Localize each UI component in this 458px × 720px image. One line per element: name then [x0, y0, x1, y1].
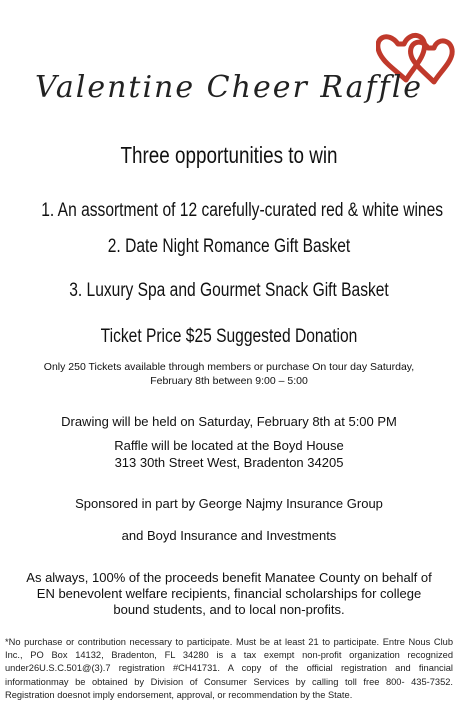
raffle-title: Valentine Cheer Raffle: [34, 70, 424, 105]
prize-2: 2. Date Night Romance Gift Basket: [107, 236, 351, 257]
prize-1: 1. An assortment of 12 carefully-curated red & white wines: [41, 200, 444, 221]
ticket-availability: Only 250 Tickets available through members or purchase On tour day Saturday, February 8th between 9:00 – 5:00: [43, 361, 415, 387]
drawing-info: Drawing will be held on Saturday, February 8th at 5:00 PM: [61, 414, 397, 429]
proceeds-statement: As always, 100% of the proceeds benefit Manatee County on behalf of EN benevolent welfare recipients, financial scholarships for college bound students, and to local non-profits.: [26, 570, 432, 617]
location-address: 313 30th Street West, Bradenton 34205: [114, 455, 344, 470]
legal-disclaimer: *No purchase or contribution necessary to participate. Must be at least 21 to participate. Entre Nous Club Inc., PO Box 14132, Bradenton, FL 34280 is a tax exempt non-profit organization recognized under26U.S.C.501@(3).7 registration #CH41731. A copy of the official registration and financial informationmay be obtained by Division of Consumer Services by calling toll free 800- 435-7352. Registration doesnot imply endorsement, approval, or recommendation by the State.: [5, 637, 453, 700]
location-venue: Raffle will be located at the Boyd House: [114, 438, 344, 453]
raffle-location: [0, 437, 458, 471]
sponsor-line-2: and Boyd Insurance and Investments: [121, 528, 337, 543]
prize-3: 3. Luxury Spa and Gourmet Snack Gift Basket: [69, 280, 389, 301]
ticket-price: Ticket Price $25 Suggested Donation: [100, 326, 358, 347]
sponsor-line-1: Sponsored in part by George Najmy Insurance Group: [75, 496, 383, 511]
headline: Three opportunities to win: [120, 142, 338, 168]
